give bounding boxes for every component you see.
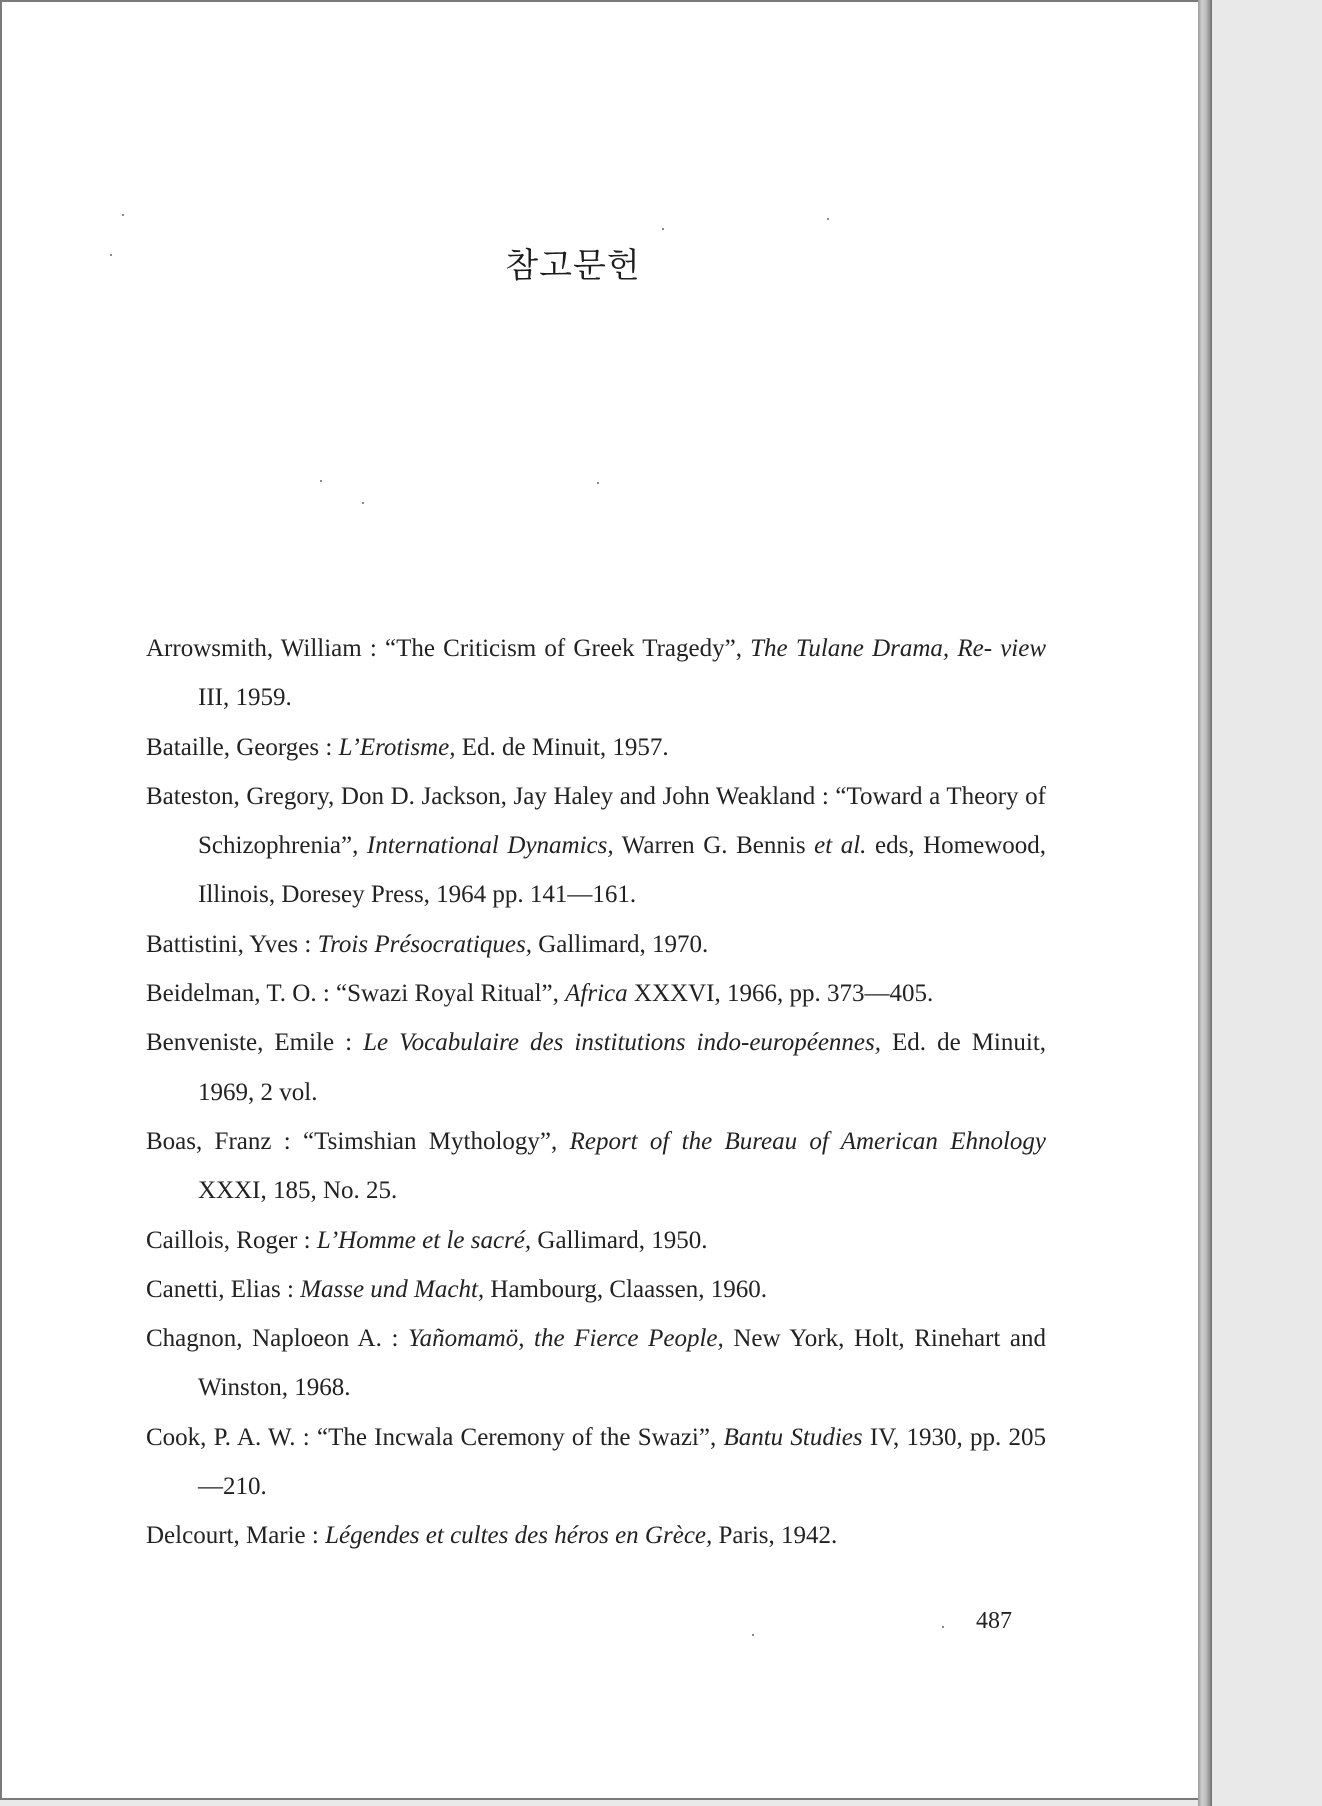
reference-author: Cook, P. A. W.: [146, 1423, 296, 1451]
reference-author: Benveniste, Emile: [146, 1029, 335, 1057]
reference-entry: Canetti, Elias : Masse und Macht, Hambourg, Claassen, 1960.: [146, 1275, 767, 1303]
reference-article: “The Incwala Ceremony of the Swazi”,: [316, 1423, 717, 1451]
reference-work: International Dynamics,: [366, 832, 614, 860]
reference-entry: Benveniste, Emile : Le Vocabulaire des institutions indo-européennes, Ed. de Minuit, 1969, 2 vol.: [146, 1029, 1047, 1106]
reference-list: [146, 624, 1046, 1561]
reference-author: Delcourt, Marie: [146, 1522, 306, 1550]
scan-speck: [362, 502, 364, 504]
reference-entry: Chagnon, Naploeon A. : Yañomamö, the Fierce People, New York, Holt, Rinehart and Winston, 1968.: [146, 1325, 1047, 1402]
reference-work: Le Vocabulaire des institutions indo-européennes,: [363, 1029, 881, 1057]
reference-work: Yañomamö, the Fierce People,: [407, 1325, 724, 1353]
scan-speck: [122, 214, 124, 216]
reference-entry: Boas, Franz : “Tsimshian Mythology”, Report of the Bureau of American Ehnology XXXI, 185, No. 25.: [146, 1127, 1047, 1205]
reference-details: Gallimard, 1950.: [537, 1226, 708, 1254]
reference-article: “Tsimshian Mythology”,: [303, 1127, 558, 1155]
reference-details: XXXVI, 1966, pp. 373—405.: [633, 980, 934, 1008]
reference-author: Arrowsmith, William: [146, 635, 362, 662]
reference-article: “Swazi Royal Ritual”,: [336, 980, 559, 1008]
reference-work: Masse und Macht,: [300, 1275, 485, 1303]
reference-author: Caillois, Roger: [146, 1226, 298, 1254]
reference-work: L’Erotisme,: [338, 733, 456, 761]
reference-entry: Cook, P. A. W. : “The Incwala Ceremony of the Swazi”, Bantu Studies IV, 1930, pp. 205—210.: [146, 1423, 1046, 1501]
reference-details: Ed. de Minuit, 1957.: [461, 733, 669, 761]
reference-details: Warren G. Bennis: [621, 832, 806, 860]
scan-speck: [110, 254, 112, 256]
scan-speck: [597, 482, 599, 484]
reference-details: XXXI, 185, No. 25.: [198, 1177, 398, 1205]
reference-details: IV, 1930, pp. 205—210.: [198, 1423, 1046, 1501]
reference-article: “The Criticism of Greek Tragedy”,: [385, 635, 742, 662]
reference-work: Report of the Bureau of American Ehnology: [569, 1127, 1047, 1155]
reference-work: Légendes et cultes des héros en Grèce,: [325, 1522, 713, 1550]
reference-entry: Battistini, Yves : Trois Présocratiques, Gallimard, 1970.: [146, 930, 709, 958]
reference-details: Ed. de Minuit, 1969, 2 vol.: [198, 1029, 1047, 1106]
reference-details: III, 1959.: [198, 684, 292, 712]
reference-etal: et al.: [814, 832, 867, 860]
scan-speck: [827, 218, 829, 220]
reference-work: Bantu Studies: [723, 1423, 863, 1451]
reference-article: “Toward a Theory of Schizophrenia”,: [198, 782, 1046, 860]
reference-author: Bateston, Gregory, Don D. Jackson, Jay Haley and John Weakland: [146, 782, 816, 810]
reference-entry: Arrowsmith, William : “The Criticism of Greek Tragedy”, The Tulane Drama, Re- view III, 1959.: [146, 635, 1047, 712]
reference-author: Canetti, Elias: [146, 1275, 281, 1303]
reference-author: Bataille, Georges: [146, 733, 320, 761]
reference-work: Africa: [565, 980, 628, 1008]
reference-work: L’Homme et le sacré,: [316, 1226, 532, 1254]
reference-details-2: eds, Homewood, Illinois, Doresey Press, 1964 pp. 141—161.: [198, 832, 1046, 909]
reference-work: Trois Présocratiques,: [317, 930, 532, 958]
scan-speck: [662, 228, 664, 230]
reference-details: New York, Holt, Rinehart and Winston, 1968.: [198, 1325, 1047, 1402]
reference-author: Boas, Franz: [146, 1127, 272, 1155]
reference-entry: Bataille, Georges : L’Erotisme, Ed. de Minuit, 1957.: [146, 733, 669, 761]
reference-entry: Delcourt, Marie : Légendes et cultes des héros en Grèce, Paris, 1942.: [146, 1522, 838, 1550]
scan-speck: [320, 480, 322, 482]
reference-entry: Bateston, Gregory, Don D. Jackson, Jay Haley and John Weakland : “Toward a Theory of Schizophrenia”, International Dynamics, Warren G. Bennis et al. eds, Homewood, Illinois, Doresey Press, 1964 pp. 141—161.: [146, 782, 1046, 909]
reference-author: Battistini, Yves: [146, 930, 299, 958]
reference-details: Paris, 1942.: [718, 1522, 838, 1550]
reference-entry: Caillois, Roger : L’Homme et le sacré, Gallimard, 1950.: [146, 1226, 708, 1254]
scan-speck: [752, 1634, 754, 1636]
reference-author: Beidelman, T. O.: [146, 980, 317, 1008]
page-edge: [1198, 0, 1212, 1806]
reference-entry: Beidelman, T. O. : “Swazi Royal Ritual”, Africa XXXVI, 1966, pp. 373—405.: [146, 980, 934, 1008]
page-number: 487: [976, 1608, 1012, 1634]
scan-speck: [942, 1626, 944, 1628]
reference-author: Chagnon, Naploeon A.: [146, 1325, 382, 1353]
page-title: 참고문헌: [505, 246, 641, 286]
reference-details: Gallimard, 1970.: [538, 930, 709, 958]
reference-details: Hambourg, Claassen, 1960.: [490, 1275, 767, 1303]
reference-work: The Tulane Drama, Re- view: [750, 635, 1047, 662]
